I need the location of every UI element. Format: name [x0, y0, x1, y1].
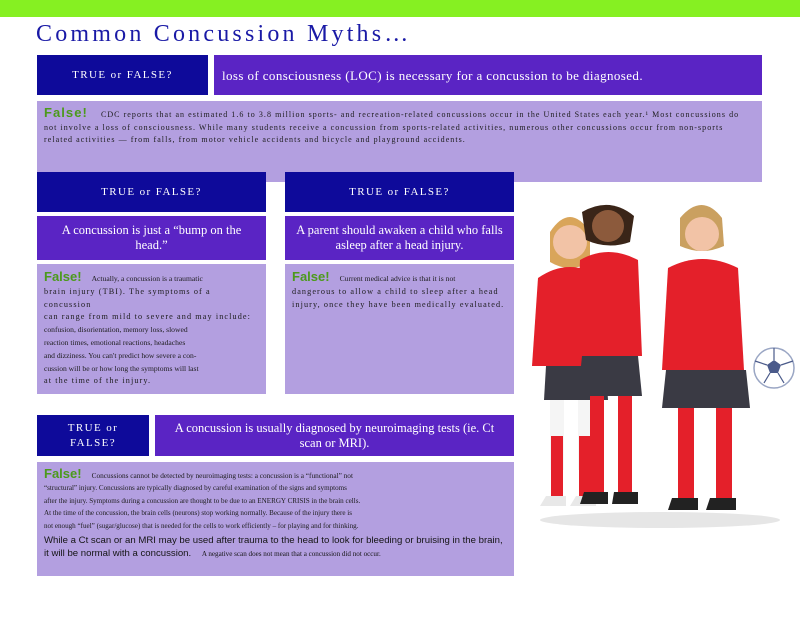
answer-line: At the time of the concussion, the brain cells (neurons) stop working normally. Because of the injury there is: [44, 509, 353, 518]
myth-awaken-answer: [285, 264, 514, 394]
myth-awaken-claim: A parent should awaken a child who falls asleep after a head injury.: [285, 216, 514, 260]
answer-line: reaction times, emotional reactions, headaches: [44, 337, 186, 347]
answer-line: can range from mild to severe and may include:: [44, 312, 252, 322]
answer-line: “structural” injury. Concussions are typically diagnosed by careful examination of the signs and symptoms: [44, 484, 347, 493]
myth-bump-label: TRUE or FALSE?: [37, 172, 266, 212]
myth-bump-answer: [37, 264, 266, 394]
false-word: False!: [292, 269, 330, 284]
myth-imaging-answer: [37, 462, 514, 576]
myth-loc-answer: [37, 101, 762, 182]
soccer-players-photo: [520, 190, 800, 530]
answer-tail: A negative scan does not mean that a concussion did not occur.: [201, 550, 381, 559]
answer-line: and dizziness. You can't predict how severe a con-: [44, 350, 197, 360]
false-word: False!: [44, 105, 88, 120]
false-word: False!: [44, 269, 82, 284]
answer-line: Actually, a concussion is a traumatic: [91, 274, 203, 283]
answer-line: dangerous to allow a child to sleep after a head: [292, 286, 499, 296]
page-title: Common Concussion Myths…: [36, 21, 412, 47]
answer-line: confusion, disorientation, memory loss, slowed: [44, 325, 188, 335]
answer-line: Current medical advice is that it is not: [339, 274, 456, 283]
answer-line: at the time of the injury.: [44, 376, 152, 386]
answer-text: CDC reports that an estimated 1.6 to 3.8 million sports- and recreation-related concussions occur in the United States each year.¹ Most concussions do not involve a loss of consciousness. While many students receive a concussion from sports-related activities, numerous other concussions occur from non-sports related activities — from falls, from motor vehicle accidents and bicycle and playground accidents.: [44, 110, 740, 145]
answer-line: Concussions cannot be detected by neuroimaging tests: a concussion is a “functional” not: [91, 471, 353, 480]
myth-loc-claim: loss of consciousness (LOC) is necessary for a concussion to be diagnosed.: [214, 55, 762, 95]
answer-line: not enough “fuel” (sugar/glucose) that is needed for the cells to work efficiently – for playing and for thinking.: [44, 521, 359, 530]
player-right-figure: [662, 205, 750, 510]
top-accent-bar: [0, 0, 800, 17]
answer-emphasis: While a Ct scan or an MRI may be used after trauma to the head to look for bleeding or bruising in the brain, it will be normal with a concussion.: [44, 535, 503, 560]
myth-loc-label: TRUE or FALSE?: [37, 55, 208, 95]
myth-imaging-claim: A concussion is usually diagnosed by neuroimaging tests (ie. Ct scan or MRI).: [155, 415, 514, 456]
answer-line: injury, once they have been medically evaluated.: [292, 299, 505, 309]
answer-line: cussion will be or how long the symptoms will last: [44, 363, 199, 373]
soccer-ball-icon: [754, 348, 794, 388]
myth-awaken-label: TRUE or FALSE?: [285, 172, 514, 212]
myth-imaging-label: TRUE or FALSE?: [37, 415, 149, 456]
answer-line: brain injury (TBI). The symptoms of a concussion: [44, 286, 211, 309]
answer-line: after the injury. Symptoms during a concussion are thought to be due to an ENERGY CRISIS in the brain cells.: [44, 496, 361, 505]
false-word: False!: [44, 466, 82, 481]
myth-bump-claim: A concussion is just a “bump on the head.”: [37, 216, 266, 260]
